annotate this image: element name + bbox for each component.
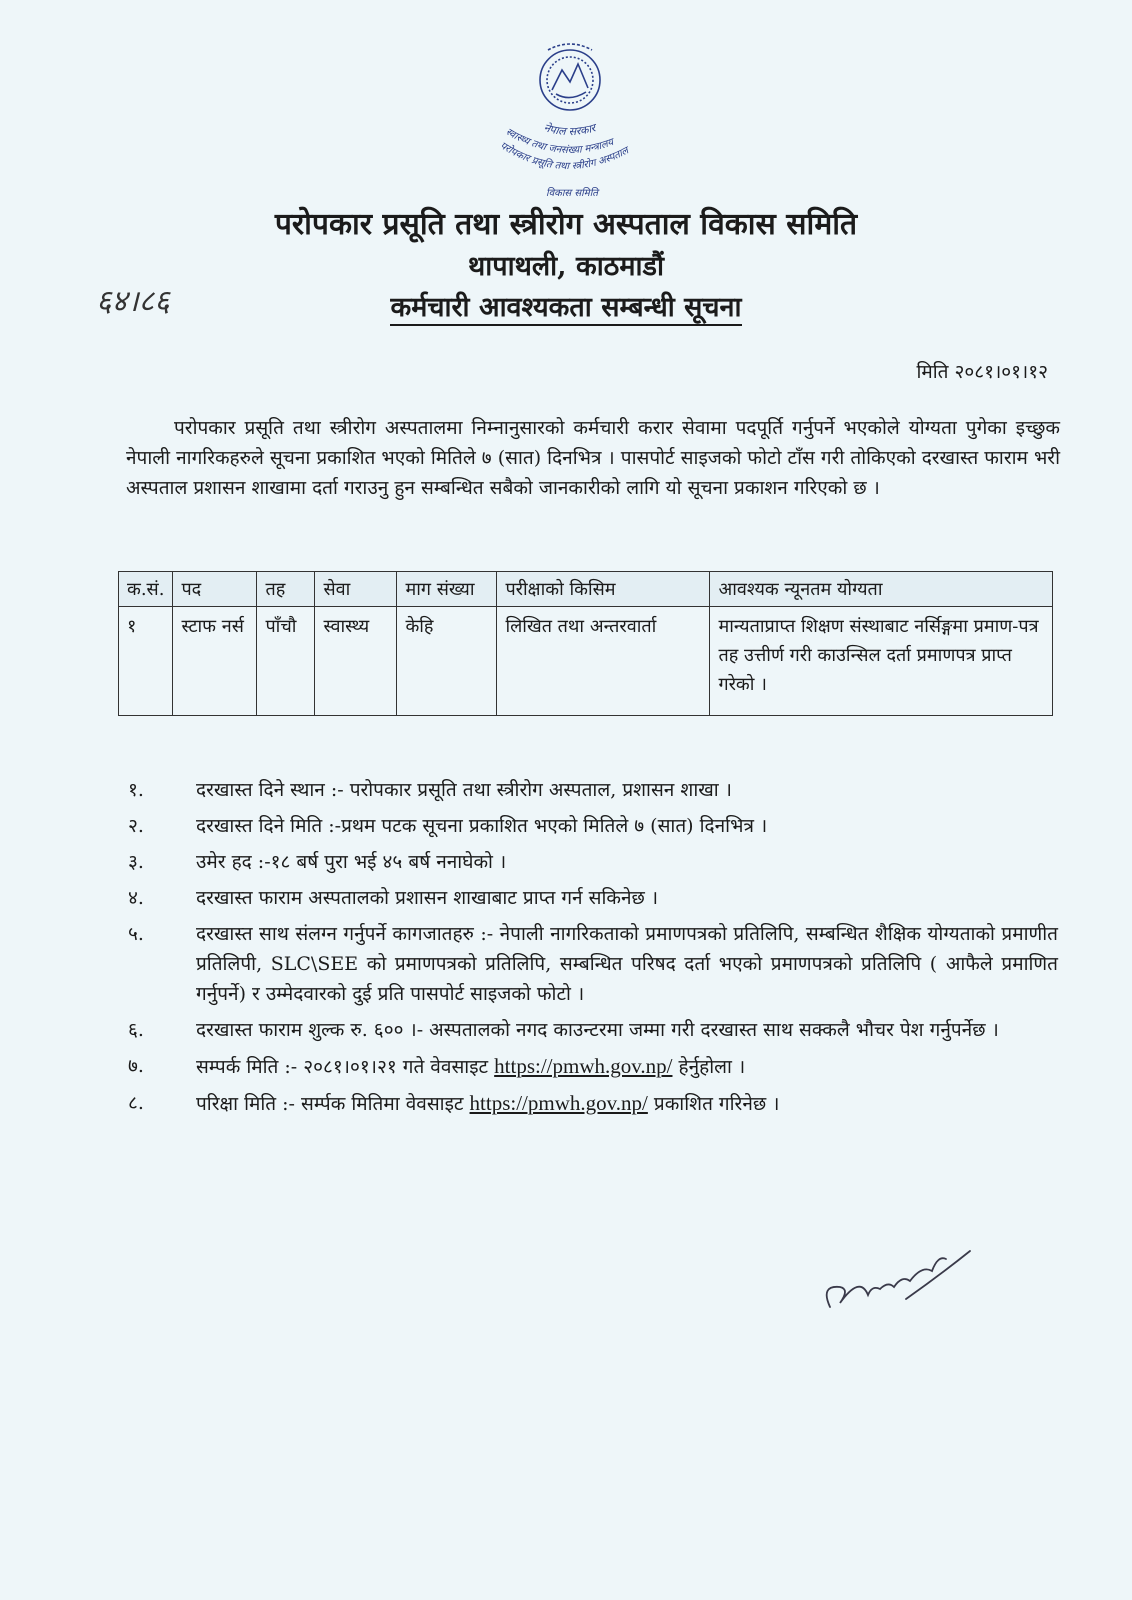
col-service: सेवा <box>315 572 397 607</box>
item-text-post: प्रकाशित गरिनेछ । <box>647 1093 780 1115</box>
seal-line-2: स्वास्थ्य तथा जनसंख्या मन्त्रालय <box>503 126 615 157</box>
list-item <box>128 883 1058 913</box>
col-exam: परीक्षाको किसिम <box>497 572 710 607</box>
cell-sn: १ <box>119 607 173 716</box>
item-number: ८. <box>128 1092 144 1114</box>
item-text-pre: सम्पर्क मिति :- २०८१।०१।२१ गते वेवसाइट <box>196 1056 495 1078</box>
item-number: १. <box>128 779 144 801</box>
col-level: तह <box>257 572 315 607</box>
seal-line-3: परोपकार प्रसूति तथा स्त्रीरोग अस्पताल <box>497 140 631 173</box>
list-item <box>128 775 1058 805</box>
item-number: ४. <box>128 887 144 909</box>
item-text-post: हेर्नुहोला । <box>672 1056 746 1078</box>
item-number: ५. <box>128 923 144 945</box>
item-text <box>196 1051 1058 1082</box>
item-text: दरखास्त साथ संलग्न गर्नुपर्ने कागजातहरु :- नेपाली नागरिकताको प्रमाणपत्रको प्रतिलिपि, सम्बन्धित शैक्षिक योग्यताको प्रमाणीत प्रतिलिपी, SLC\SEE को प्रमाणपत्रको प्रतिलिपि, सम्बन्धित परिषद दर्ता भएको प्रमाणपत्रको प्रतिलिपि ( आफैले प्रमाणित गर्नुपर्ने) र उम्मेदवारको दुई प्रति पासपोर्ट साइजको फोटो । <box>196 923 1058 1005</box>
item-text <box>196 1088 1058 1119</box>
intro-paragraph: परोपकार प्रसूति तथा स्त्रीरोग अस्पतालमा निम्नानुसारको कर्मचारी करार सेवामा पदपूर्ति गर्नुपर्ने भएकोले योग्यता पुगेका इच्छुक नेपाली नागरिकहरुले सूचना प्रकाशित भएको मितिले ७ (सात) दिनभित्र । पासपोर्ट साइजको फोटो टाँस गरी तोकिएको दरखास्त फाराम भरी अस्पताल प्रशासन शाखामा दर्ता गराउनु हुन सम्बन्धित सबैको जानकारीको लागि यो सूचना प्रकाशन गरिएको छ । <box>126 417 1060 499</box>
item-number: ७. <box>128 1055 144 1077</box>
conditions-list <box>128 775 1058 1125</box>
item-number: ६. <box>128 1019 144 1041</box>
item-text-pre: परिक्षा मिति :- सर्म्पक मितिमा वेवसाइट <box>196 1093 470 1115</box>
cell-qualification: मान्यताप्राप्त शिक्षण संस्थाबाट नर्सिङ्गमा प्रमाण-पत्र तह उत्तीर्ण गरी काउन्सिल दर्ता प्रमाणपत्र प्राप्त गरेको । <box>710 607 1053 716</box>
table-header-row <box>119 572 1053 607</box>
cell-post: स्टाफ नर्स <box>173 607 257 716</box>
seal-line-4: विकास समिति <box>546 188 598 199</box>
col-post: पद <box>173 572 257 607</box>
cell-level: पाँचौ <box>257 607 315 716</box>
notice-title-text: कर्मचारी आवश्यकता सम्बन्धी सूचना <box>390 292 741 326</box>
cell-demand: केहि <box>397 607 497 716</box>
table-row <box>119 607 1053 716</box>
item-text: दरखास्त फाराम अस्पतालको प्रशासन शाखाबाट प्राप्त गर्न सकिनेछ । <box>196 887 659 909</box>
list-item <box>128 1015 1058 1045</box>
cell-service: स्वास्थ्य <box>315 607 397 716</box>
list-item <box>128 1051 1058 1082</box>
col-demand: माग संख्या <box>397 572 497 607</box>
item-number: २. <box>128 815 144 837</box>
dispatch-number: ६४।८६ <box>96 284 170 319</box>
org-name: परोपकार प्रसूति तथा स्त्रीरोग अस्पताल विकास समिति <box>274 207 858 242</box>
col-sn: क.सं. <box>119 572 173 607</box>
item-text: दरखास्त दिने स्थान :- परोपकार प्रसूति तथा स्त्रीरोग अस्पताल, प्रशासन शाखा । <box>196 779 732 801</box>
item-number: ३. <box>128 851 144 873</box>
item-text: उमेर हद :-१८ बर्ष पुरा भई ४५ बर्ष ननाघेको । <box>196 851 507 873</box>
seal-line-1: नेपाल सरकार <box>542 121 597 139</box>
item-text: दरखास्त दिने मिति :-प्रथम पटक सूचना प्रकाशित भएको मितिले ७ (सात) दिनभित्र । <box>196 815 768 837</box>
list-item <box>128 919 1058 1009</box>
org-location: थापाथली, काठमाडौं <box>468 251 664 282</box>
notice-date: मिति २०८१।०१।१२ <box>916 361 1048 383</box>
list-item <box>128 847 1058 877</box>
website-link[interactable]: https://pmwh.gov.np/ <box>494 1054 673 1078</box>
col-qualification: आवश्यक न्यूनतम योग्यता <box>710 572 1053 607</box>
item-text: दरखास्त फाराम शुल्क रु. ६०० ।- अस्पतालको नगद काउन्टरमा जम्मा गरी दरखास्त साथ सक्कलै भौचर पेश गर्नुपर्नेछ । <box>196 1019 999 1041</box>
list-item <box>128 1088 1058 1119</box>
website-link[interactable]: https://pmwh.gov.np/ <box>469 1091 648 1115</box>
cell-exam: लिखित तथा अन्तरवार्ता <box>497 607 710 716</box>
signature-image <box>810 1215 980 1325</box>
list-item <box>128 811 1058 841</box>
government-seal-emblem <box>452 30 692 202</box>
vacancy-table <box>118 571 1053 716</box>
